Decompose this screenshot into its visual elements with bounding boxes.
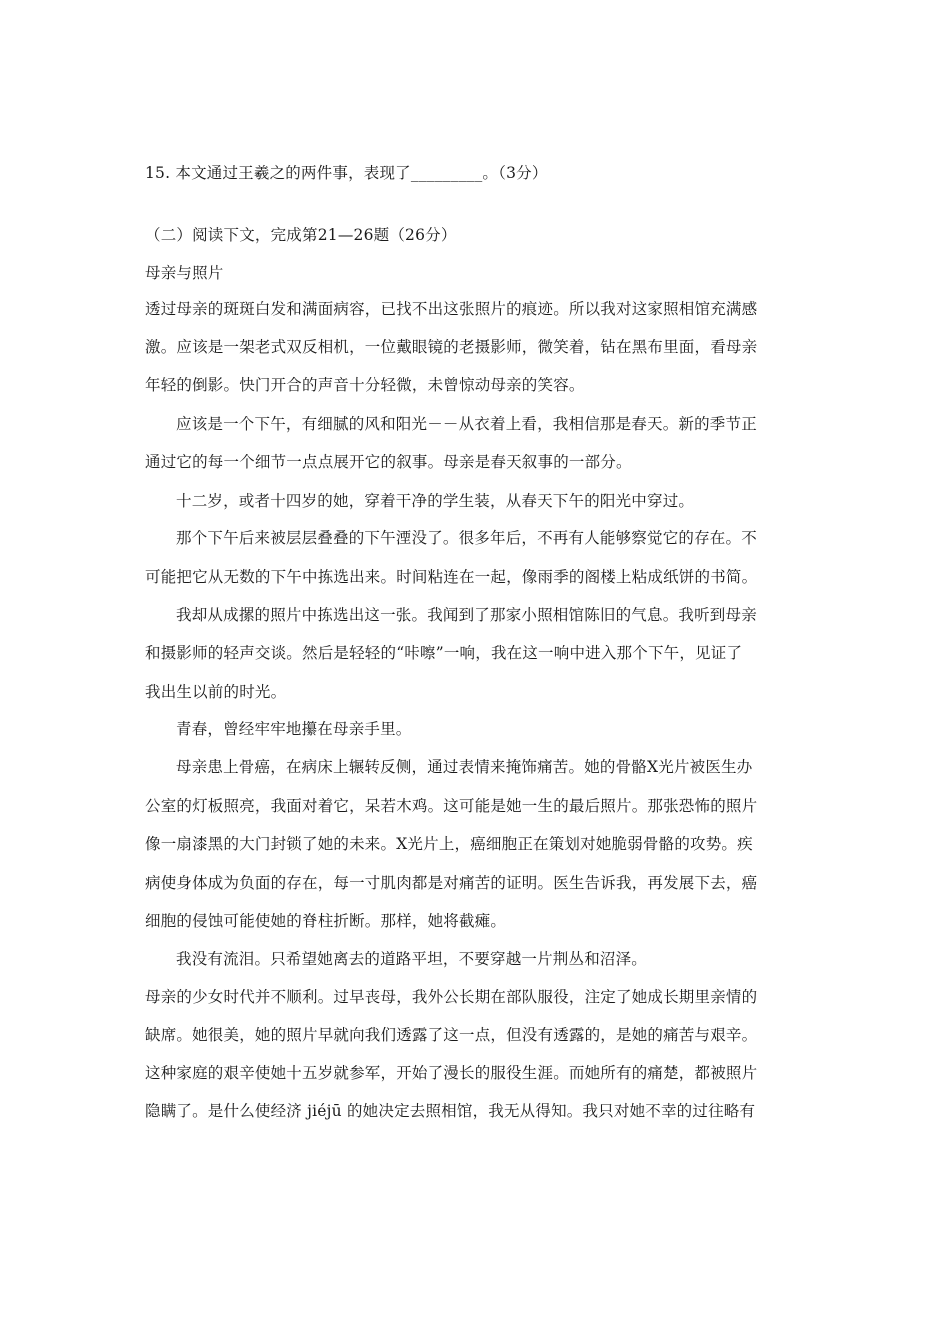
paragraph-line: 激。应该是一架老式双反相机，一位戴眼镜的老摄影师，微笑着，钻在黑布里面，看母亲 xyxy=(145,338,758,356)
paragraph-line: 病使身体成为负面的存在，每一寸肌肉都是对痛苦的证明。医生告诉我，再发展下去，癌 xyxy=(145,874,758,892)
paragraph-line: 像一扇漆黑的大门封锁了她的未来。X光片上，癌细胞正在策划对她脆弱骨骼的攻势。疾 xyxy=(145,835,753,853)
paragraph-line: 十二岁，或者十四岁的她，穿着干净的学生装，从春天下午的阳光中穿过。 xyxy=(176,492,695,510)
paragraph-line: 通过它的每一个细节一点点展开它的叙事。母亲是春天叙事的一部分。 xyxy=(145,453,632,471)
paragraph-line: 细胞的侵蚀可能使她的脊柱折断。那样，她将截瘫。 xyxy=(145,912,507,930)
paragraph-line: 应该是一个下午，有细腻的风和阳光－－从衣着上看，我相信那是春天。新的季节正 xyxy=(176,415,757,433)
paragraph-line: 青春，曾经牢牢地攥在母亲手里。 xyxy=(176,720,412,738)
paragraph-line: 和摄影师的轻声交谈。然后是轻轻的“咔嚓”一响，我在这一响中进入那个下午，见证了 xyxy=(145,644,743,662)
article-title: 母亲与照片 xyxy=(145,264,224,282)
paragraph-line: 那个下午后来被层层叠叠的下午湮没了。很多年后，不再有人能够察觉它的存在。不 xyxy=(176,529,757,547)
paragraph-line: 我出生以前的时光。 xyxy=(145,683,287,701)
paragraph-line: 母亲患上骨癌，在病床上辗转反侧，通过表情来掩饰痛苦。她的骨骼X光片被医生办 xyxy=(176,758,753,776)
paragraph-line: 这种家庭的艰辛使她十五岁就参军，开始了漫长的服役生涯。而她所有的痛楚，都被照片 xyxy=(145,1064,758,1082)
paragraph-line: 我却从成摞的照片中拣选出这一张。我闻到了那家小照相馆陈旧的气息。我听到母亲 xyxy=(176,606,757,624)
question-15: 15. 本文通过王羲之的两件事，表现了_________。（3分） xyxy=(145,164,548,182)
paragraph-line: 母亲的少女时代并不顺利。过早丧母，我外公长期在部队服役，注定了她成长期里亲情的 xyxy=(145,988,758,1006)
paragraph-line: 缺席。她很美，她的照片早就向我们透露了这一点，但没有透露的，是她的痛苦与艰辛。 xyxy=(145,1026,758,1044)
paragraph-line: 透过母亲的斑斑白发和满面病容，已找不出这张照片的痕迹。所以我对这家照相馆充满感 xyxy=(145,300,758,318)
paragraph-line: 公室的灯板照亮，我面对着它，呆若木鸡。这可能是她一生的最后照片。那张恐怖的照片 xyxy=(145,797,758,815)
paragraph-line: 年轻的倒影。快门开合的声音十分轻微，未曾惊动母亲的笑容。 xyxy=(145,376,585,394)
paragraph-line: 可能把它从无数的下午中拣选出来。时间粘连在一起，像雨季的阁楼上粘成纸饼的书简。 xyxy=(145,568,758,586)
paragraph-line: 我没有流泪。只希望她离去的道路平坦，不要穿越一片荆丛和沼泽。 xyxy=(176,950,648,968)
section-header: （二）阅读下文，完成第21—26题（26分） xyxy=(145,226,457,244)
paragraph-line: 隐瞒了。是什么使经济 jiéjū 的她决定去照相馆，我无从得知。我只对她不幸的过往略有 xyxy=(145,1102,756,1120)
